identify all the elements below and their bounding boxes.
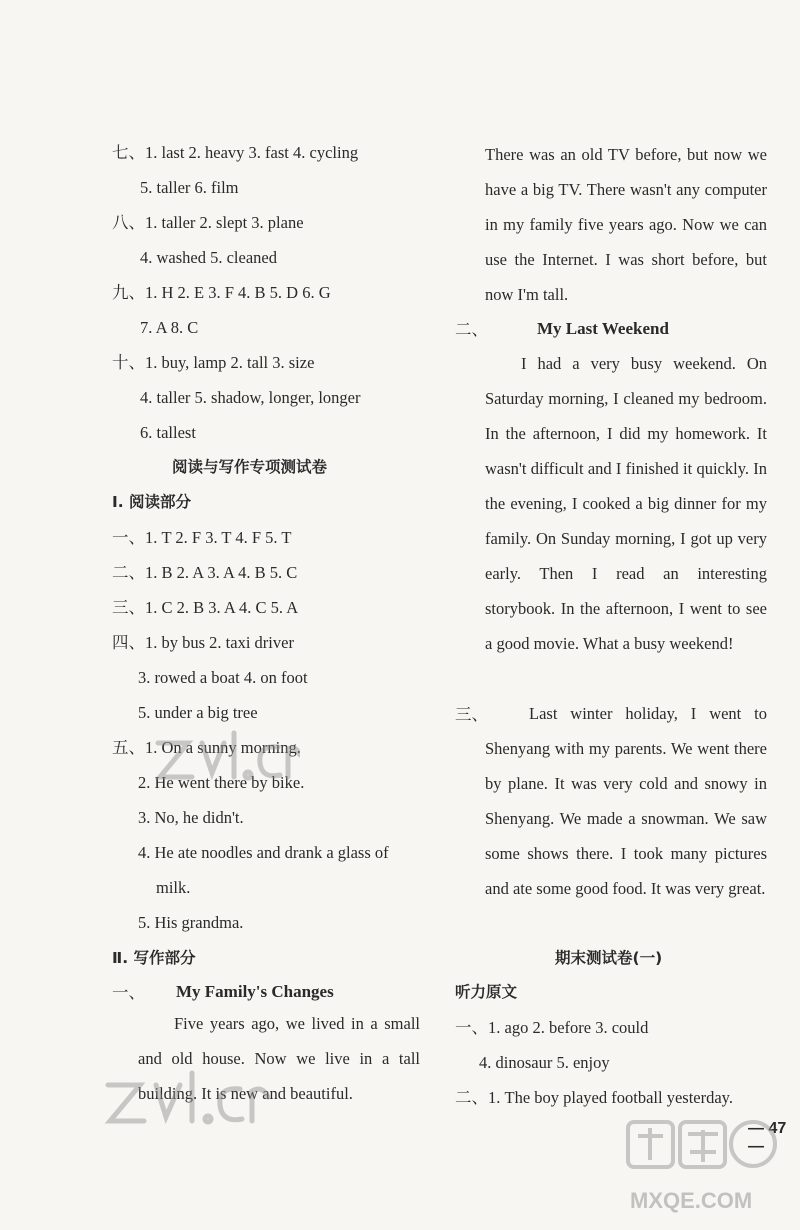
watermark-logo-icon bbox=[150, 725, 300, 795]
listening-answer-line: 4. dinosaur 5. enjoy bbox=[479, 1053, 610, 1072]
writing-two-text: I had a very busy weekend. On Saturday morning, I cleaned my bedroom. In the afternoon, I did my homework. It wasn't difficult and I finished it quickly. In the evening, I cooked a big dinner for my family. On Sunday morning, I got up very early. Then I read an interesting storybook. In the afternoon, I went to see a good movie. What a busy weekend! bbox=[485, 354, 767, 653]
writing-one-title: My Family's Changes bbox=[176, 982, 334, 1001]
reading-answer-line: 四、1. by bus 2. taxi driver bbox=[112, 633, 294, 652]
section-title: 阅读与写作专项测试卷 bbox=[172, 458, 328, 476]
reading-answer-line: 五、1. On a sunny morning. bbox=[112, 738, 301, 757]
part-one-heading: Ⅰ. 阅读部分 bbox=[112, 493, 192, 511]
part-two-heading: Ⅱ. 写作部分 bbox=[112, 949, 196, 967]
reading-answer-line: 3. No, he didn't. bbox=[138, 808, 244, 827]
listening-heading: 听力原文 bbox=[455, 983, 518, 1001]
page-number: — 47 — bbox=[748, 1120, 787, 1155]
answer-line: 4. taller 5. shadow, longer, longer bbox=[140, 388, 361, 407]
reading-answer-line: 三、1. C 2. B 3. A 4. C 5. A bbox=[112, 598, 299, 617]
answer-line: 5. taller 6. film bbox=[140, 178, 239, 197]
reading-answer-line: 2. He went there by bike. bbox=[138, 773, 305, 792]
reading-answer-line: 5. under a big tree bbox=[138, 703, 258, 722]
writing-three-text: Last winter holiday, I went to Shenyang with my parents. We went there by plane. It was very cold and snowy in Shenyang. We made a snowman. We saw some shows there. I took many pictures and ate some good food. It was very great. bbox=[485, 704, 767, 898]
listening-answer-line: 一、1. ago 2. before 3. could bbox=[455, 1018, 649, 1037]
reading-answer-line: milk. bbox=[156, 878, 191, 897]
writing-three-number: 三、 bbox=[455, 705, 488, 724]
answer-line: 7. A 8. C bbox=[140, 318, 199, 337]
reading-answer-line: 二、1. B 2. A 3. A 4. B 5. C bbox=[112, 563, 298, 582]
answer-line-ten: 十、1. buy, lamp 2. tall 3. size bbox=[112, 353, 315, 372]
writing-one-number: 一、 bbox=[112, 983, 145, 1002]
reading-answer-line: 5. His grandma. bbox=[138, 913, 244, 932]
final-test-title: 期末测试卷(一) bbox=[555, 949, 663, 967]
reading-answer-line: 4. He ate noodles and drank a glass of bbox=[138, 843, 389, 862]
reading-answer-line: 3. rowed a boat 4. on foot bbox=[138, 668, 308, 687]
answer-line: 6. tallest bbox=[140, 423, 196, 442]
writing-two-number: 二、 bbox=[455, 320, 488, 339]
answer-line: 4. washed 5. cleaned bbox=[140, 248, 277, 267]
writing-one-text: Five years ago, we lived in a small and old house. Now we live in a tall building. It is new and beautiful. bbox=[138, 1014, 420, 1103]
writing-two-title: My Last Weekend bbox=[537, 319, 669, 338]
watermark-logo-icon bbox=[100, 1065, 270, 1140]
answer-line-nine: 九、1. H 2. E 3. F 4. B 5. D 6. G bbox=[112, 283, 331, 302]
watermark-stamp-icon bbox=[618, 1112, 788, 1222]
reading-answer-line: 一、1. T 2. F 3. T 4. F 5. T bbox=[112, 528, 292, 547]
writing-one-continued: There was an old TV before, but now we have a big TV. There wasn't any computer in my family five years ago. Now we can use the Internet. I was short before, but now I'm tall. bbox=[485, 145, 767, 304]
listening-answer-line: 二、1. The boy played football yesterday. bbox=[455, 1088, 733, 1107]
answer-line-eight: 八、1. taller 2. slept 3. plane bbox=[112, 213, 304, 232]
svg-text:MXQE.COM: MXQE.COM bbox=[630, 1188, 753, 1213]
answer-line-seven: 七、1. last 2. heavy 3. fast 4. cycling bbox=[112, 143, 359, 162]
